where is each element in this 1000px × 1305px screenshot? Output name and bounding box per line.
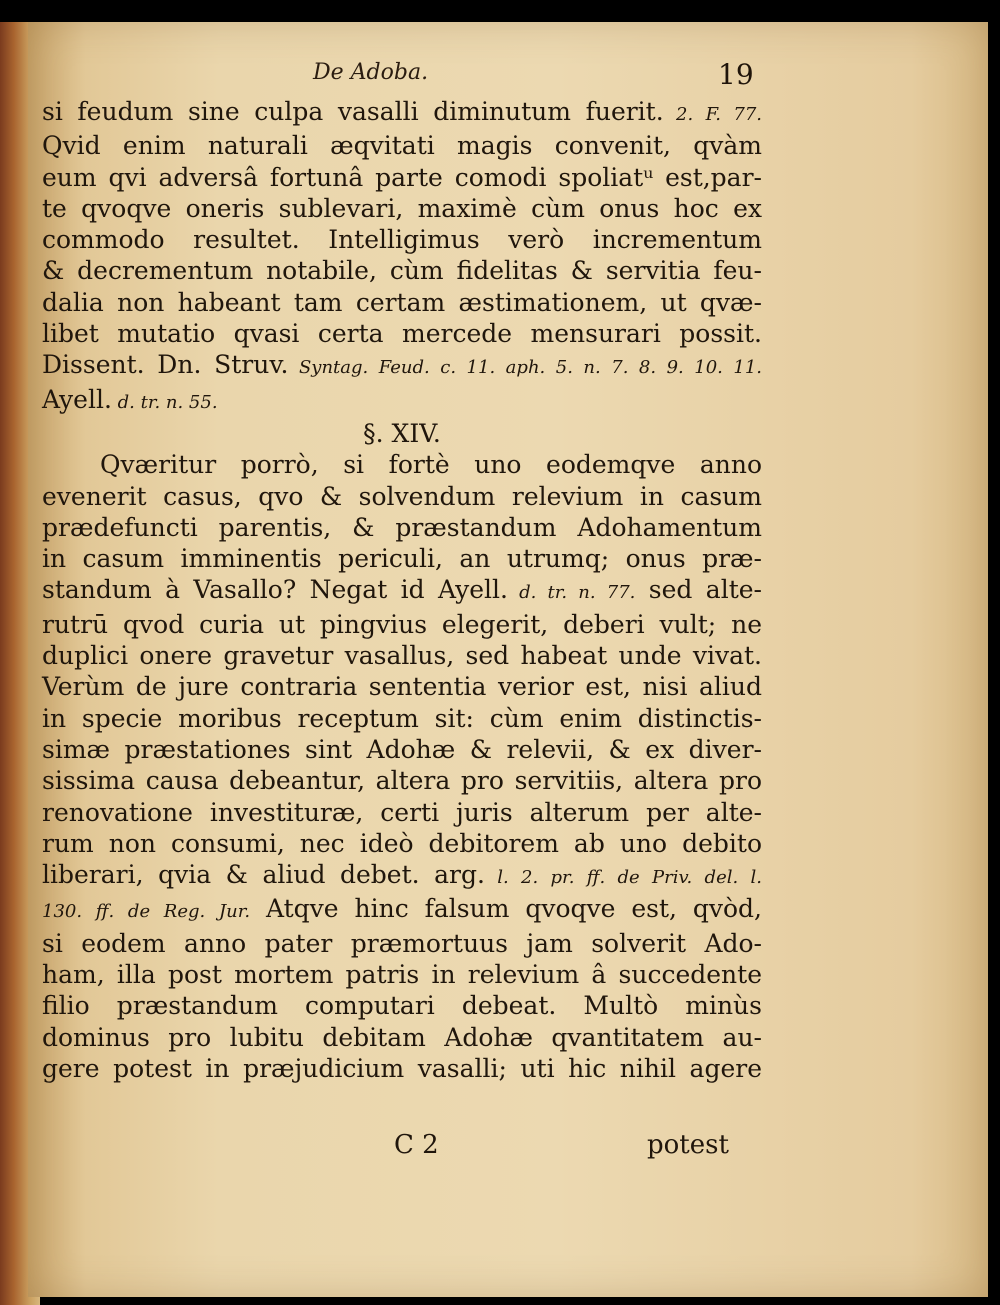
text-line (42, 990, 762, 1021)
line-text: dominus pro lubitu debitam Adohæ qvantitatem au- (42, 1022, 762, 1052)
line-text: simæ præstationes sint Adohæ & relevii, & ex diver- (42, 734, 762, 764)
text-line (42, 765, 762, 796)
line-text: prædefuncti parentis, & præstandum Adohamentum (42, 512, 762, 542)
text-line (42, 349, 762, 383)
text-line (42, 671, 762, 702)
footer-line (42, 1130, 762, 1164)
line-text: te qvoqve oneris sublevari, maximè cùm onus hoc ex (42, 193, 762, 223)
line-text: & decrementum notabile, cùm fidelitas & servitia feu- (42, 256, 762, 286)
page-number: 19 (718, 58, 754, 91)
running-title: De Adoba. (313, 60, 429, 85)
line-text: Qværitur porrò, si fortè uno eodemqve anno (100, 450, 762, 480)
text-line (42, 640, 762, 671)
line-text: commodo resultet. Intelligimus verò incrementum (42, 225, 762, 255)
line-text: eum qvi adversâ fortunâ parte comodi spoliatᵘ est,par- (42, 162, 762, 192)
citation: d. tr. n. 55. (111, 391, 218, 413)
text-line (42, 318, 762, 349)
citation: l. 2. pr. ff. de Priv. del. l. (484, 867, 763, 889)
citation: d. tr. n. 77. (507, 582, 636, 604)
text-line (42, 193, 762, 224)
citation: Syntag. Feud. c. 11. aph. 5. n. 7. 8. 9. 10. 11. (288, 357, 763, 379)
line-text: si feudum sine culpa vasalli diminutum fuerit. (42, 97, 664, 126)
text-line (42, 734, 762, 765)
text-line (42, 130, 762, 161)
line-text: in casum imminentis periculi, an utrumq; onus præ- (42, 544, 762, 574)
citation: 130. ff. de Reg. Jur. (42, 901, 251, 923)
line-text: in specie moribus receptum sit: cùm enim distinctis- (42, 703, 762, 733)
text-line (42, 1053, 762, 1084)
text-line (42, 418, 762, 449)
line-text: Verùm de jure contraria sententia verior est, nisi aliud (42, 672, 762, 702)
text-line (42, 287, 762, 318)
text-line (42, 797, 762, 828)
line-text: ham, illa post mortem patris in relevium â succedente (42, 960, 762, 990)
text-line (42, 255, 762, 286)
line-text: duplici onere gravetur vasallus, sed habeat unde vivat. (42, 641, 762, 671)
line-text-continued: sed alte- (635, 575, 762, 605)
line-text: evenerit casus, qvo & solvendum relevium in casum (42, 481, 762, 511)
text-line (42, 224, 762, 255)
line-text: libet mutatio qvasi certa mercede mensurari possit. (42, 319, 762, 349)
text-line (42, 1022, 762, 1053)
line-text: Dissent. Dn. Struv. (42, 350, 289, 380)
line-text: dalia non habeant tam certam æstimationem, ut qvæ- (42, 287, 762, 317)
text-line (42, 959, 762, 990)
text-line (42, 96, 762, 130)
signature-mark: C 2 (394, 1130, 439, 1160)
line-text: Ayell. (42, 384, 112, 414)
line-text: rum non consumi, nec ideò debitorem ab uno debito (42, 828, 762, 858)
text-line (42, 893, 762, 927)
line-text: liberari, qvia & aliud debet. arg. (42, 860, 485, 890)
line-text: renovatione investituræ, certi juris alterum per alte- (42, 797, 762, 827)
line-text: standum à Vasallo? Negat id Ayell. (42, 575, 508, 605)
line-text: sissima causa debeantur, altera pro servitiis, altera pro (42, 766, 762, 796)
line-text: §. XIV. (363, 418, 441, 448)
line-text: gere potest in præjudicium vasalli; uti hic nihil agere (42, 1053, 762, 1083)
line-text: filio præstandum computari debeat. Multò minùs (42, 991, 762, 1021)
text-line (42, 703, 762, 734)
text-line (42, 481, 762, 512)
text-line (42, 609, 762, 640)
line-text: Qvid enim naturali æqvitati magis convenit, qvàm (42, 131, 762, 161)
text-line (42, 574, 762, 608)
text-line (42, 828, 762, 859)
page-header (28, 56, 988, 96)
text-line (42, 543, 762, 574)
text-line (42, 449, 762, 480)
line-text-continued: Atqve hinc falsum qvoqve est, qvòd, (250, 894, 762, 924)
text-line (42, 928, 762, 959)
catchword: potest (647, 1130, 729, 1160)
body-text (42, 96, 762, 1084)
line-text: si eodem anno pater præmortuus jam solverit Ado- (42, 928, 762, 958)
book-page (28, 22, 988, 1297)
text-line (42, 512, 762, 543)
citation: 2. F. 77. (663, 104, 763, 125)
text-line (42, 162, 762, 193)
line-text: rutrū qvod curia ut pingvius elegerit, deberi vult; ne (42, 609, 762, 639)
text-line (42, 859, 762, 893)
text-line (42, 384, 762, 418)
